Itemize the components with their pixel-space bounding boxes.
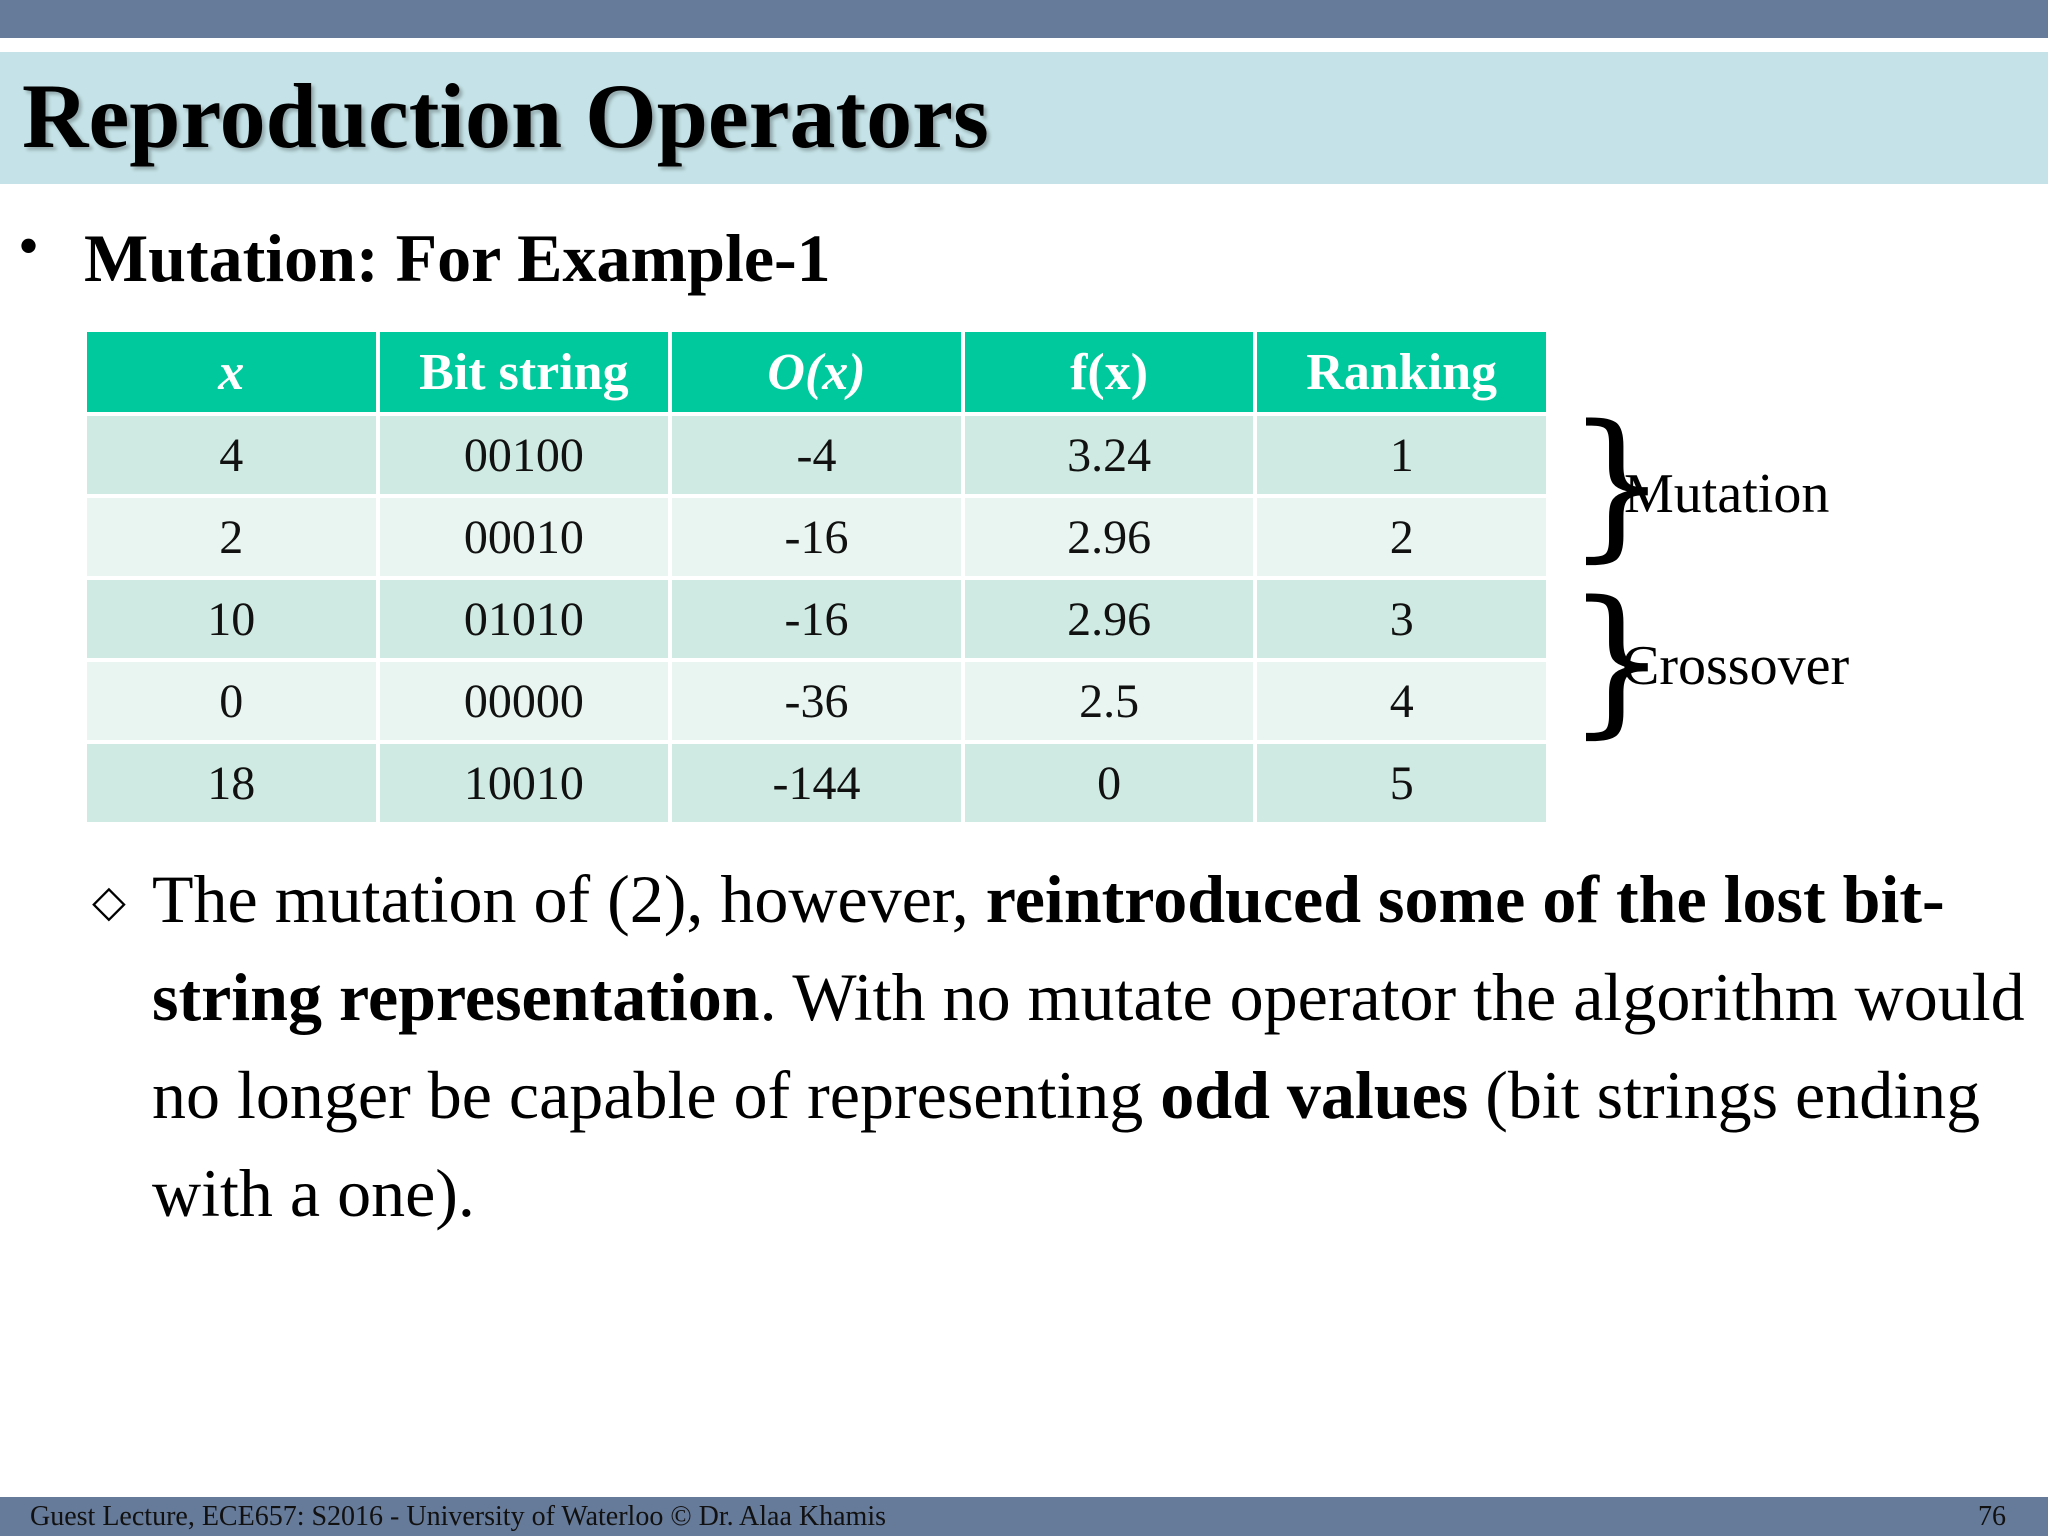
- header-o-x: O(x): [670, 330, 963, 414]
- para-bold-1: reintroduced some of the lost bit-string representation: [152, 861, 1945, 1035]
- table-row: [85, 660, 1548, 742]
- body-paragraph: [152, 850, 2032, 1242]
- para-bold-2: odd values: [1160, 1057, 1469, 1133]
- table-row: [85, 742, 1548, 824]
- cell-ranking: 5: [1255, 742, 1548, 824]
- top-band: [0, 0, 2048, 38]
- table-row: [85, 414, 1548, 496]
- cell-bit-string: 00010: [378, 496, 671, 578]
- cell-bit-string: 00000: [378, 660, 671, 742]
- cell-x: 0: [85, 660, 378, 742]
- cell-ranking: 1: [1255, 414, 1548, 496]
- header-bit-string: Bit string: [378, 330, 671, 414]
- table-header-row: [85, 330, 1548, 414]
- cell-x: 4: [85, 414, 378, 496]
- cell-f-x: 2.96: [963, 578, 1256, 660]
- cell-o-x: -16: [670, 578, 963, 660]
- cell-o-x: -4: [670, 414, 963, 496]
- header-f-x: f(x): [963, 330, 1256, 414]
- crossover-brace-icon: }: [1566, 566, 1668, 753]
- cell-o-x: -16: [670, 496, 963, 578]
- cell-f-x: 2.5: [963, 660, 1256, 742]
- para-text-3: (bit strings ending with a one).: [152, 1057, 1981, 1231]
- cell-bit-string: 10010: [378, 742, 671, 824]
- diamond-bullet-icon: ◇: [92, 877, 126, 926]
- cell-ranking: 3: [1255, 578, 1548, 660]
- cell-bit-string: 01010: [378, 578, 671, 660]
- cell-x: 2: [85, 496, 378, 578]
- cell-f-x: 3.24: [963, 414, 1256, 496]
- table-row: [85, 496, 1548, 578]
- crossover-label: Crossover: [1622, 635, 1850, 697]
- slide-subtitle: Mutation: For Example-1: [84, 220, 831, 296]
- slide-title: Reproduction Operators: [22, 65, 989, 167]
- cell-x: 18: [85, 742, 378, 824]
- header-ranking: Ranking: [1255, 330, 1548, 414]
- cell-o-x: -144: [670, 742, 963, 824]
- data-table: [83, 328, 1550, 826]
- mutation-brace-icon: }: [1566, 390, 1668, 577]
- mutation-label: Mutation: [1624, 463, 1830, 525]
- cell-bit-string: 00100: [378, 414, 671, 496]
- table-row: [85, 578, 1548, 660]
- cell-f-x: 2.96: [963, 496, 1256, 578]
- bullet-icon: •: [18, 213, 40, 279]
- cell-ranking: 4: [1255, 660, 1548, 742]
- cell-f-x: 0: [963, 742, 1256, 824]
- cell-o-x: -36: [670, 660, 963, 742]
- para-text-2: . With no mutate operator the algorithm would no longer be capable of representing: [152, 959, 2025, 1133]
- cell-x: 10: [85, 578, 378, 660]
- header-x: x: [85, 330, 378, 414]
- cell-ranking: 2: [1255, 496, 1548, 578]
- footer-text: Guest Lecture, ECE657: S2016 - University of Waterloo © Dr. Alaa Khamis: [30, 1501, 887, 1532]
- page-number: 76: [1978, 1501, 2006, 1532]
- para-text-1: The mutation of (2), however,: [152, 861, 986, 937]
